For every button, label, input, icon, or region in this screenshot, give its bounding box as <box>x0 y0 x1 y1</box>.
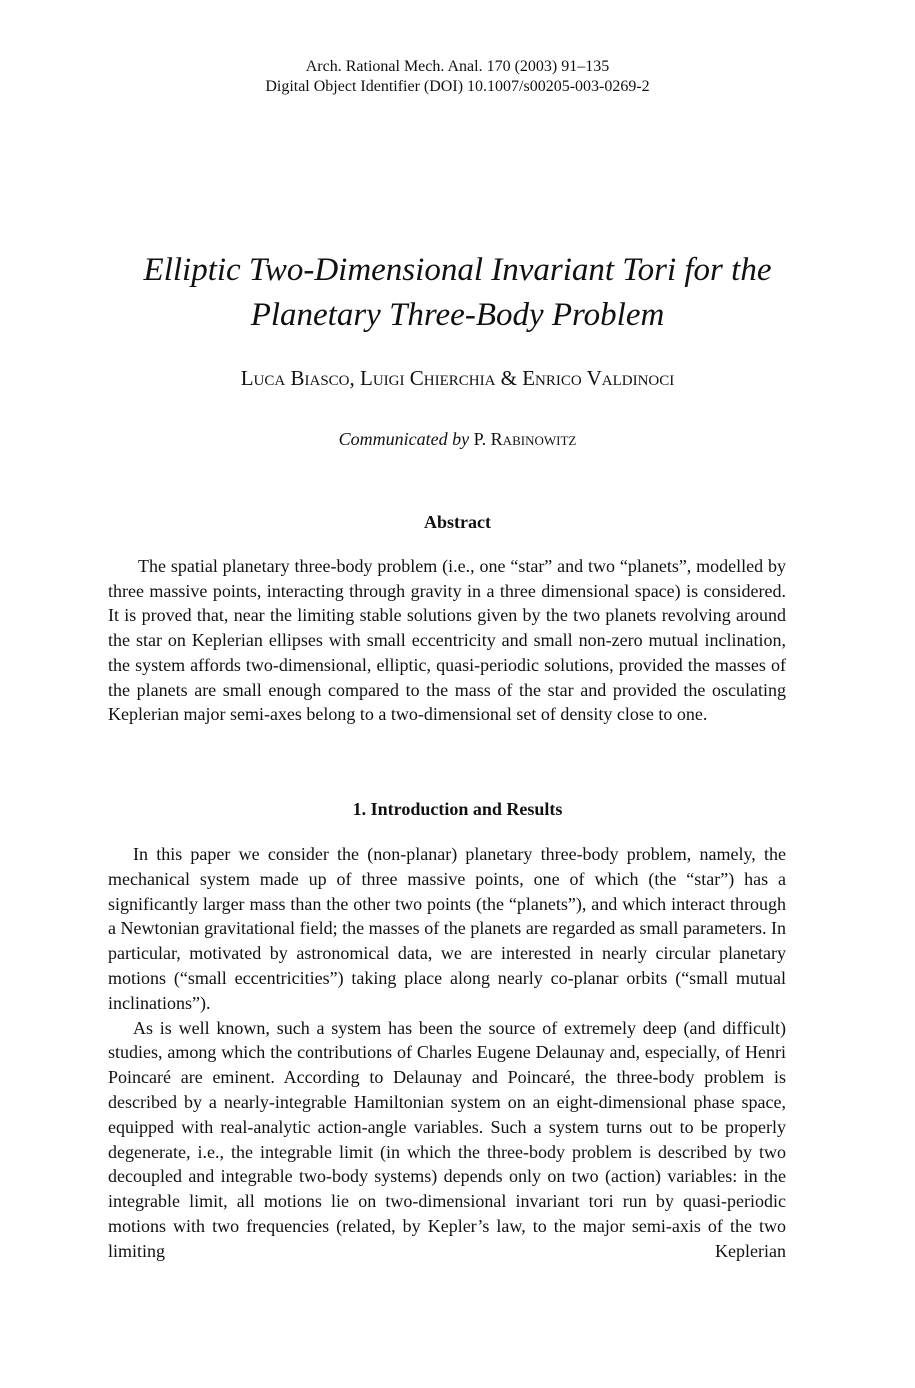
section-body <box>108 842 786 1264</box>
section-heading: 1. Introduction and Results <box>352 799 563 819</box>
abstract-heading: Abstract <box>424 512 491 532</box>
abstract-text: The spatial planetary three-body problem (i.e., one “star” and two “planets”, modelled by three massive points, interacting through gravity in a three dimensional space) is considered. It is proved that, near the limiting stable solutions given by the two planets revolving around the star on Keplerian ellipses with small eccentricity and small non-zero mutual inclination, the system affords two-dimensional, elliptic, quasi-periodic solutions, provided the masses of the planets are small enough compared to the mass of the star and provided the osculating Keplerian major semi-axes belong to a two-dimensional set of density close to one. <box>108 556 786 725</box>
title-line-2: Planetary Three-Body Problem <box>250 297 665 333</box>
paper-title <box>60 248 855 338</box>
communicated-name: P. Rabinowitz <box>473 429 577 449</box>
title-line-1: Elliptic Two-Dimensional Invariant Tori for the <box>143 252 772 288</box>
author-list: Luca Biasco, Luigi Chierchia & Enrico Valdinoci <box>240 366 675 390</box>
journal-citation: Arch. Rational Mech. Anal. 170 (2003) 91–135 <box>305 58 610 75</box>
paragraph: As is well known, such a system has been the source of extremely deep (and difficult) studies, among which the contributions of Charles Eugene Delaunay and, especially, of Henri Poincaré are eminent. According to Delaunay and Poincaré, the three-body problem is described by a nearly-integrable Hamiltonian system on an eight-dimensional phase space, equipped with real-analytic action-angle variables. Such a system turns out to be properly degenerate, i.e., the integrable limit (in which the three-body problem is described by two decoupled and integrable two-body systems) depends only on two (action) variables: in the integrable limit, all motions lie on two-dimensional invariant tori run by quasi-periodic motions with two frequencies (related, by Kepler’s law, to the major semi-axis of the two limiting Keplerian <box>108 1017 786 1261</box>
communicated-by <box>0 427 915 451</box>
journal-header <box>0 57 915 97</box>
paragraph: In this paper we consider the (non-planar) planetary three-body problem, namely, the mechanical system made up of three massive points, one of which (the “star”) has a significantly larger mass than the other two points (the “planets”), and which interact through a Newtonian gravitational field; the masses of the planets are regarded as small parameters. In particular, motivated by astronomical data, we are interested in nearly circular planetary motions (“small eccentricities”) taking place along nearly co-planar orbits (“small mutual inclinations”). <box>108 844 786 1013</box>
doi-line: Digital Object Identifier (DOI) 10.1007/s00205-003-0269-2 <box>265 78 650 95</box>
communicated-lead: Communicated by <box>338 429 470 449</box>
